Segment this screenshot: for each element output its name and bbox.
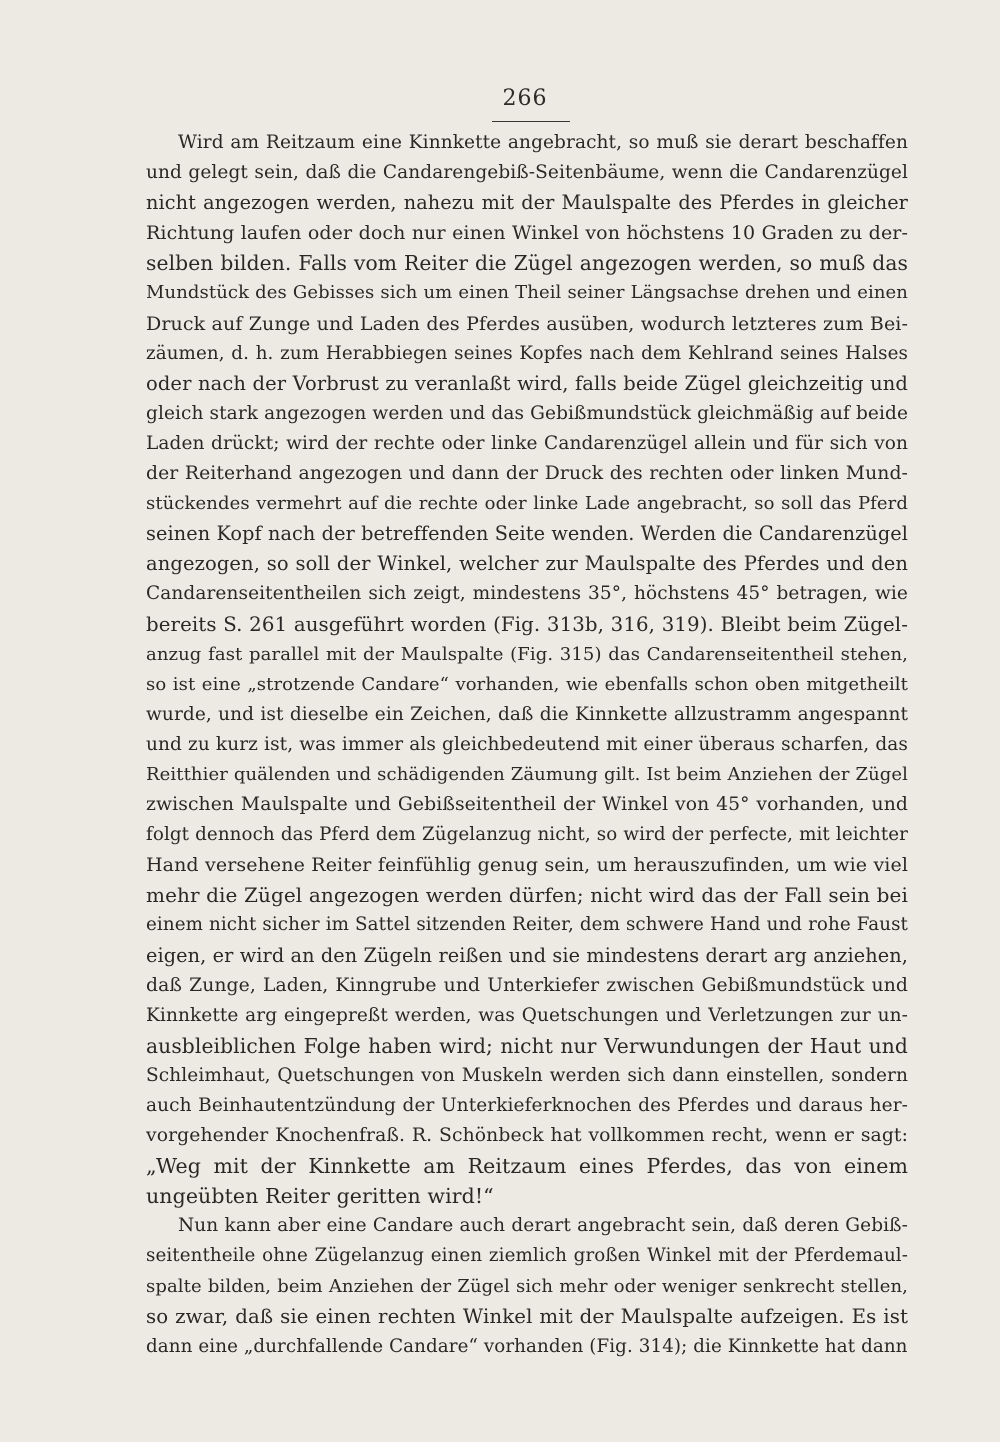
text-line: daß Zunge, Laden, Kinngrube und Unterkiefer zwischen Gebißmundstück und — [146, 974, 908, 996]
paragraph — [146, 128, 908, 1211]
text-line: so zwar, daß sie einen rechten Winkel mit der Maulspalte aufzeigen. Es ist — [146, 1304, 908, 1328]
text-line: oder nach der Vorbrust zu veranlaßt wird, falls beide Zügel gleichzeitig und — [146, 371, 908, 395]
text-line: dann eine „durchfallende Candare“ vorhanden (Fig. 314); die Kinnkette hat dann — [146, 1335, 908, 1357]
text-line: selben bilden. Falls vom Reiter die Zügel angezogen werden, so muß das — [146, 251, 908, 276]
text-line: der Reiterhand angezogen und dann der Druck des rechten oder linken Mund- — [146, 463, 908, 485]
text-line: folgt dennoch das Pferd dem Zügelanzug nicht, so wird der perfecte, mit leichter — [146, 824, 908, 846]
page-number: 266 — [502, 86, 548, 111]
text-line: Hand versehene Reiter feinfühlig genug sein, um herauszufinden, um wie viel — [146, 854, 908, 877]
text-line: anzug fast parallel mit der Maulspalte (Fig. 315) das Candarenseitentheil stehen, — [146, 643, 908, 665]
text-line: mehr die Zügel angezogen werden dürfen; nicht wird das der Fall sein bei — [146, 883, 908, 908]
text-line: Laden drückt; wird der rechte oder linke Candarenzügel allein und für sich von — [146, 432, 908, 454]
text-line: Reitthier quälenden und schädigenden Zäumung gilt. Ist beim Anziehen der Zügel — [146, 763, 908, 785]
body-text — [146, 128, 908, 1362]
text-line: ungeübten Reiter geritten wird!“ — [146, 1184, 494, 1209]
text-line: angezogen, so soll der Winkel, welcher zur Maulspalte des Pferdes und den — [146, 552, 908, 576]
text-line: auch Beinhautentzündung der Unterkieferknochen des Pferdes und daraus her- — [146, 1095, 908, 1116]
text-line: einem nicht sicher im Sattel sitzenden Reiter, dem schwere Hand und rohe Faust — [146, 914, 908, 936]
text-line: seinen Kopf nach der betreffenden Seite wenden. Werden die Candarenzügel — [146, 522, 908, 546]
text-line: Candarenseitentheilen sich zeigt, mindestens 35°, höchstens 45° betragen, wie — [146, 583, 908, 605]
text-line: zwischen Maulspalte und Gebißseitentheil der Winkel von 45° vorhanden, und — [146, 794, 908, 816]
text-line: „Weg mit der Kinnkette am Reitzaum eines Pferdes, das von einem — [146, 1154, 908, 1179]
text-line: Wird am Reitzaum eine Kinnkette angebracht, so muß sie derart beschaffen — [178, 132, 908, 153]
text-line: eigen, er wird an den Zügeln reißen und sie mindestens derart arg anziehen, — [146, 943, 908, 967]
text-line: vorgehender Knochenfraß. R. Schönbeck hat vollkommen recht, wenn er sagt: — [146, 1125, 908, 1147]
text-line: bereits S. 261 ausgeführt worden (Fig. 313b, 316, 319). Bleibt beim Zügel- — [146, 612, 908, 636]
text-line: ausbleiblichen Folge haben wird; nicht nur Verwundungen der Haut und — [146, 1033, 908, 1058]
text-line: spalte bilden, beim Anziehen der Zügel sich mehr oder weniger senkrecht stellen, — [146, 1275, 908, 1297]
header-rule — [492, 121, 570, 122]
text-line: zäumen, d. h. zum Herabbiegen seines Kopfes nach dem Kehlrand seines Halses — [146, 342, 908, 364]
text-line: Schleimhaut, Quetschungen von Muskeln werden sich dann einstellen, sondern — [146, 1064, 908, 1086]
text-line: und gelegt sein, daß die Candarengebiß-Seitenbäume, wenn die Candarenzügel — [146, 162, 908, 184]
text-line: seitentheile ohne Zügelanzug einen ziemlich großen Winkel mit der Pferdemaul- — [146, 1245, 908, 1267]
text-line: so ist eine „strotzende Candare“ vorhanden, wie ebenfalls schon oben mitgetheilt — [146, 673, 908, 695]
paragraph — [146, 1211, 908, 1361]
text-line: Mundstück des Gebisses sich um einen Theil seiner Längsachse drehen und einen — [146, 282, 908, 304]
text-line: Richtung laufen oder doch nur einen Winkel von höchstens 10 Graden zu der- — [146, 222, 908, 245]
text-line: stückendes vermehrt auf die rechte oder linke Lade angebracht, so soll das Pferd — [146, 493, 908, 515]
text-line: Druck auf Zunge und Laden des Pferdes ausüben, wodurch letzteres zum Bei- — [146, 312, 908, 335]
text-line: nicht angezogen werden, nahezu mit der Maulspalte des Pferdes in gleicher — [146, 191, 908, 215]
text-line: gleich stark angezogen werden und das Gebißmundstück gleichmäßig auf beide — [146, 402, 908, 424]
text-line: und zu kurz ist, was immer als gleichbedeutend mit einer überaus scharfen, das — [146, 733, 908, 755]
text-line: wurde, und ist dieselbe ein Zeichen, daß die Kinnkette allzustramm angespannt — [146, 703, 908, 725]
text-line: Nun kann aber eine Candare auch derart angebracht sein, daß deren Gebiß- — [178, 1215, 908, 1237]
text-line: Kinnkette arg eingepreßt werden, was Quetschungen und Verletzungen zur un- — [146, 1004, 908, 1026]
